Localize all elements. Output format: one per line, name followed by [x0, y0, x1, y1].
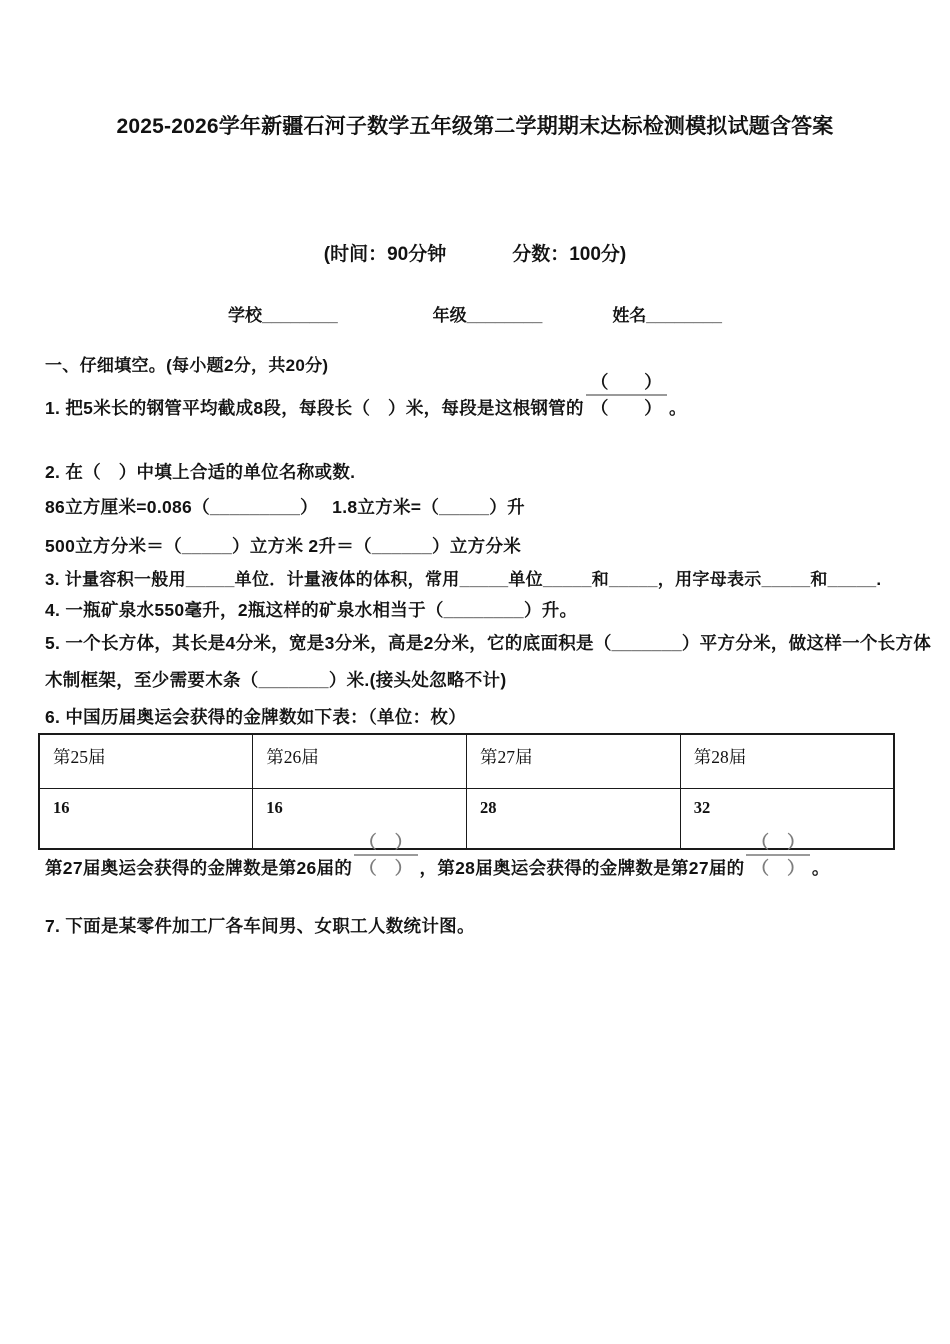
fraction — [354, 832, 417, 878]
followup-text-2: ，第28届奥运会获得的金牌数是第27届的 — [419, 858, 745, 879]
table-header-cell: 第25届 — [39, 734, 253, 789]
followup-text-1: 第27届奥运会获得的金牌数是第26届的 — [45, 858, 353, 879]
question-6-followup — [45, 832, 830, 880]
fraction — [746, 832, 809, 878]
student-info-line — [0, 301, 950, 326]
table-value-cell: 16 — [39, 789, 253, 850]
question-5-line-2: 木制框架，至少需要木条（_______）米.(接头处忽略不计) — [45, 670, 507, 690]
school-field: 学校________ — [228, 306, 338, 325]
question-2-units-line-2: 500立方分米＝（_____）立方米 2升＝（______）立方分米 — [45, 536, 522, 556]
question-2-units-line-1: 86立方厘米=0.086（_________） 1.8立方米=（_____）升 — [45, 497, 525, 517]
question-7: 7. 下面是某零件加工厂各车间男、女职工人数统计图。 — [45, 916, 475, 936]
table-header-row — [39, 734, 894, 789]
table-header-cell: 第28届 — [680, 734, 894, 789]
name-field: 姓名________ — [612, 306, 722, 325]
followup-period: 。 — [811, 858, 830, 879]
table-value-cell: 28 — [467, 789, 681, 850]
fraction-denominator: （ ） — [590, 398, 663, 419]
table-header-cell: 第26届 — [253, 734, 467, 789]
table-value-cell: 16 — [253, 789, 467, 850]
question-1 — [45, 372, 687, 420]
section-1-heading: 一、仔细填空。(每小题2分，共20分) — [45, 356, 329, 375]
fraction-numerator: （ ） — [354, 832, 417, 856]
page-title: 2025-2026学年新疆石河子数学五年级第二学期期末达标检测模拟试题含答案 — [116, 115, 834, 138]
time-label: (时间：90分钟 — [323, 244, 447, 265]
fraction-denominator: （ ） — [751, 858, 805, 879]
exam-meta-line — [0, 239, 950, 266]
question-5-line-1: 5. 一个长方体，其长是4分米，宽是3分米，高是2分米，它的底面积是（_______）平方分米，做这样一个长方体 — [45, 633, 932, 653]
fraction-numerator: （ ） — [586, 372, 667, 396]
question-1-text: 1. 把5米长的钢管平均截成8段，每段长（ ）米，每段是这根钢管的 — [45, 398, 584, 419]
question-6: 6. 中国历届奥运会获得的金牌数如下表：（单位：枚） — [45, 707, 467, 727]
grade-field: 年级________ — [432, 306, 543, 325]
fraction-denominator: （ ） — [359, 858, 413, 879]
table-header-cell: 第27届 — [467, 734, 681, 789]
fraction-numerator: （ ） — [746, 832, 809, 856]
question-2: 2. 在（ ）中填上合适的单位名称或数. — [45, 462, 356, 482]
question-4: 4. 一瓶矿泉水550毫升，2瓶这样的矿泉水相当于（________）升。 — [45, 600, 578, 620]
table-value-cell: 32 — [680, 789, 894, 850]
score-label: 分数：100分) — [512, 244, 627, 265]
question-3: 3. 计量容积一般用_____单位．计量液体的体积，常用_____单位_____和_____，用字母表示_____和_____. — [45, 570, 882, 589]
question-1-period: 。 — [669, 398, 687, 419]
fraction — [586, 372, 667, 418]
